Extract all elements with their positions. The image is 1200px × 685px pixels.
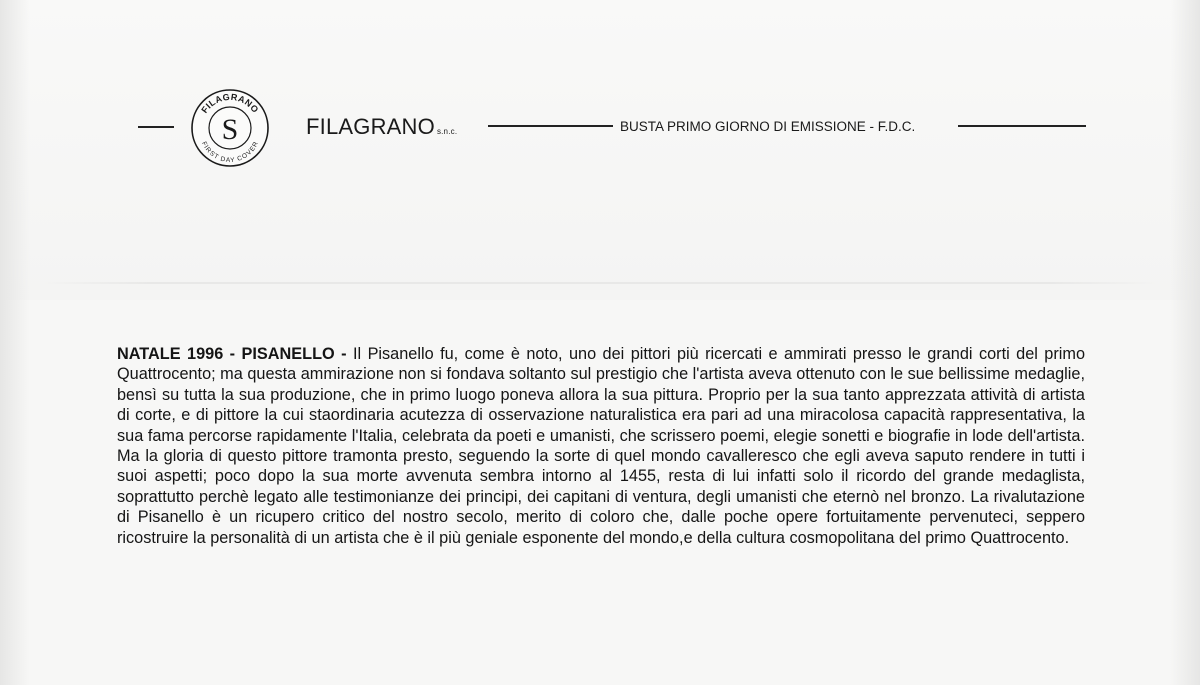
description-paragraph [117,344,1085,548]
seal-bottom-text: FIRST DAY COVER [200,140,260,165]
header-rule-middle [488,125,613,127]
envelope-right-edge [1170,0,1200,685]
description-text: Il Pisanello fu, come è noto, uno dei pittori più ricercati e ammirati presso le grandi corti del primo Quattrocento; ma questa ammirazione non si fondava soltanto sul prestigio che l'artista aveva ottenuto con le sue bellissime medaglie, bensì su tutta la sua produzione, che in primo luogo poneva allora la sua pittura. Proprio per la sua tanto apprezzata attività di artista di corte, e di pittore la cui staordinaria acutezza di osservazione naturalistica era pari ad una miracolosa capacità rappresentativa, la sua fama percorse rapidamente l'Italia, celebrata da poeti e umanisti, che scrissero poemi, elegie sonetti e biografie in lode dell'artista. Ma la gloria di questo pittore tramonta presto, seguendo la sorte di quel mondo cavalleresco che egli aveva saputo rendere in tutti i suoi aspetti; poco dopo la sua morte avvenuta sembra intorno al 1455, resta di lui infatti solo il ricordo del grande medaglista, soprattutto perchè legato alle testimonianze dei principi, dei capitani di ventura, degli umanisti che eternò nel bronzo. La rivalutazione di Pisanello è un ricupero critico del nostro secolo, merito di coloro che, dalle poche opere fortuitamente pervenuteci, seppero ricostruire la personalità di un artista che è il più geniale esponente del mondo,e della cultura cosmopolitana del primo Quattrocento. [117,345,1086,547]
seal-letter: S [221,113,239,146]
envelope-left-edge [0,0,30,685]
header-rule-left [138,126,174,128]
brand-label: FILAGRANO [306,114,435,139]
filagrano-seal-logo [190,88,270,168]
brand-suffix: s.n.c. [436,127,458,136]
brand-name [306,114,457,140]
flap-edge [40,282,1160,284]
fdc-label: BUSTA PRIMO GIORNO DI EMISSIONE - F.D.C. [620,119,916,134]
header-rule-right [958,125,1086,127]
description-title: NATALE 1996 - PISANELLO - [117,345,347,363]
publisher-header [138,88,1088,168]
seal-top-text: FILAGRANO [199,91,261,115]
